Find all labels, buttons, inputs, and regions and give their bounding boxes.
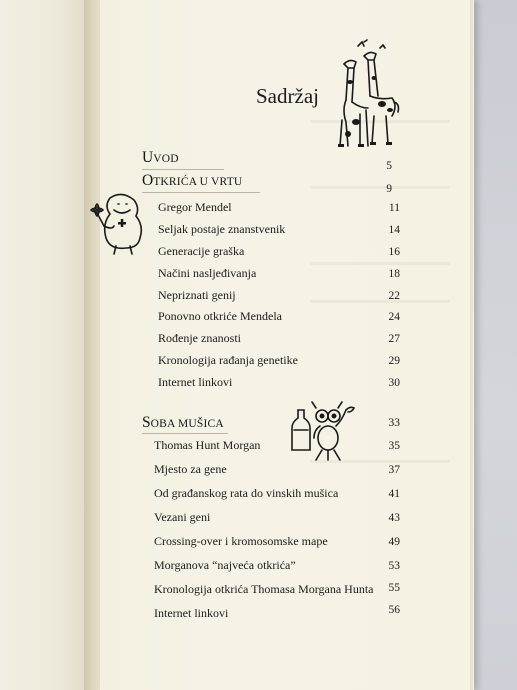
toc-entry[interactable]: Crossing-over i kromosomske mape [154,534,328,548]
fruit-fly-with-bottle-icon [292,400,362,462]
toc-entry[interactable]: Vezani geni [154,510,211,524]
toc-section-soba-musica[interactable] [142,414,224,432]
section-initial: S [142,414,151,431]
section-divider [142,433,228,434]
left-page-edge [0,0,86,690]
toc-entry[interactable]: Generacije graška [158,244,245,258]
entry-page-number: 18 [388,268,400,280]
entry-page-number: 55 [388,582,400,594]
entry-page-number: 35 [388,440,400,452]
toc-entry[interactable]: Seljak postaje znanstvenik [158,222,286,236]
section-initial: O [142,172,154,189]
section-title-rest: TKRIĆA U VRTU [153,176,243,188]
toc-entry[interactable]: Kronologija otkrića Thomasa Morgana Hunta [154,582,374,596]
toc-entry[interactable]: Načini nasljeđivanja [158,266,257,280]
toc-entry[interactable]: Nepriznati genij [158,288,236,302]
page-edge [470,0,473,690]
page-title: Sadržaj [256,84,319,108]
entry-page-number: 22 [388,290,400,302]
toc-section-uvod[interactable] [142,149,179,167]
toc-entry[interactable]: Thomas Hunt Morgan [154,438,261,452]
giraffes-icon [330,38,410,148]
section-page-number: 5 [386,160,392,172]
entry-page-number: 37 [388,464,400,476]
entry-page-number: 41 [388,488,400,500]
entry-page-number: 29 [388,355,400,367]
entry-page-number: 56 [388,604,400,616]
entry-page-number: 16 [388,246,400,258]
section-divider [142,192,260,193]
toc-entry[interactable]: Gregor Mendel [158,200,232,214]
toc-entry[interactable]: Internet linkovi [158,375,233,389]
section-divider [142,169,224,170]
entry-page-number: 11 [388,202,400,214]
entry-page-number: 53 [388,560,400,572]
entry-page-number: 14 [388,224,400,236]
section-title-rest: OBA MUŠICA [150,418,224,430]
section-page-number: 9 [386,183,392,195]
toc-entry[interactable]: Ponovno otkriće Mendela [158,309,282,323]
toc-section-otkrica-u-vrtu[interactable] [142,172,242,190]
show-through [310,262,450,265]
monk-with-flower-icon [88,190,148,256]
toc-entry[interactable]: Rođenje znanosti [158,331,241,345]
toc-entry[interactable]: Od građanskog rata do vinskih mušica [154,486,339,500]
toc-entry[interactable]: Mjesto za gene [154,462,227,476]
entry-page-number: 24 [388,311,400,323]
entry-page-number: 49 [388,536,400,548]
toc-entry[interactable]: Kronologija rađanja genetike [158,353,298,367]
section-page-number: 33 [388,417,400,429]
section-initial: U [142,149,154,166]
toc-entry[interactable]: Morganova “najveća otkrića” [154,558,296,572]
toc-entry[interactable]: Internet linkovi [154,606,229,620]
entry-page-number: 27 [388,333,400,345]
section-title-rest: VOD [153,153,179,165]
entry-page-number: 30 [388,377,400,389]
entry-page-number: 43 [388,512,400,524]
